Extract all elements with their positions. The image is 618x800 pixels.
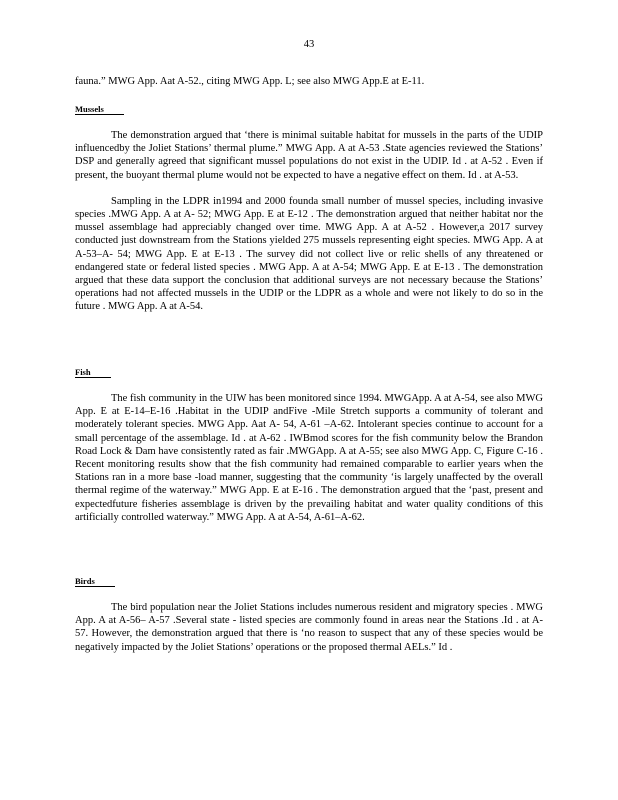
paragraph: The demonstration argued that ‘there is minimal suitable habitat for mussels in the parts of the UDIP influencedby the Joliet Stations’ thermal plume.” MWG App. A at A-53 .State agencies reviewed the Stations’ DSP and generally agreed that significant mussel populations do not exist in the UDIP. Id . at A-52 . Even if present, the buoyant thermal plume would not be expected to have a negative effect on them. Id . at A-53. bbox=[75, 130, 543, 181]
paragraph: Sampling in the LDPR in1994 and 2000 founda small number of mussel species, including invasive species .MWG App. A at A- 52; MWG App. E at E-12 . The demonstration argued that neither habitat nor the mussel assemblage had appreciably changed over time. MWG App. A at A-52 . However,a 2017 survey conducted just downstream from the Stations yielded 275 mussels representing eight species. MWG App. A at A-53–A- 54; MWG App. E at E-13 . The survey did not collect live or relic shells of any threatened or endangered state or federal listed species . MWG App. A at A-54; MWG App. E at E-13 . The demonstration argued that these data support the conclusion that additional surveys are not necessary because the Stations’ operations had not affected mussels in the UDIP or the LDPR as a whole and were not likely to do so in the future . MWG App. A at A-54. bbox=[75, 195, 543, 313]
paragraph: The fish community in the UIW has been monitored since 1994. MWGApp. A at A-54, see also MWG App. E at E-14–E-16 .Habitat in the UDIP andFive -Mile Stretch supports a community of tolerant and moderately tolerant species. MWG App. Aat A- 54, A-61 –A-62. Intolerant species continue to account for a small percentage of the assemblage. Id . at A-62 . IWBmod scores for the fish community below the Brandon Road Lock & Dam have consistently rated as fair .MWGApp. A at A-55; see also MWG App. C, Figure C-16 . Recent monitoring results show that the fish community had remained comparable to earlier years when the Stations ran in a more base -load manner, suggesting that the community ‘is largely unaffected by the overall thermal regime of the waterway.” MWG App. E at E-16 . The demonstration argued that the ‘past, present and expectedfuture fisheries assemblage is driven by the prevailing habitat and water quality conditions of this artificially controlled waterway.” MWG App. A at A-54, A-61–A-62. bbox=[75, 393, 543, 523]
section-body-fish bbox=[75, 392, 543, 524]
page-number: 43 bbox=[303, 39, 315, 50]
section-body-mussels bbox=[75, 129, 543, 314]
section-body-birds bbox=[75, 601, 543, 654]
section-heading-mussels: Mussels bbox=[75, 104, 124, 115]
section-heading-fish: Fish bbox=[75, 367, 111, 378]
lead-line: fauna.” MWG App. Aat A-52., citing MWG App. L; see also MWG App.E at E-11. bbox=[75, 76, 425, 87]
section-heading-birds: Birds bbox=[75, 576, 115, 587]
paragraph: The bird population near the Joliet Stations includes numerous resident and migratory species . MWG App. A at A-56– A-57 .Several state - listed species are commonly found in areas near the Stations .Id . at A-57. However, the demonstration argued that there is ‘no reason to suspect that any of these species would be negatively impacted by the Joliet Stations’ operations or the proposed thermal AELs.” Id . bbox=[75, 602, 543, 653]
